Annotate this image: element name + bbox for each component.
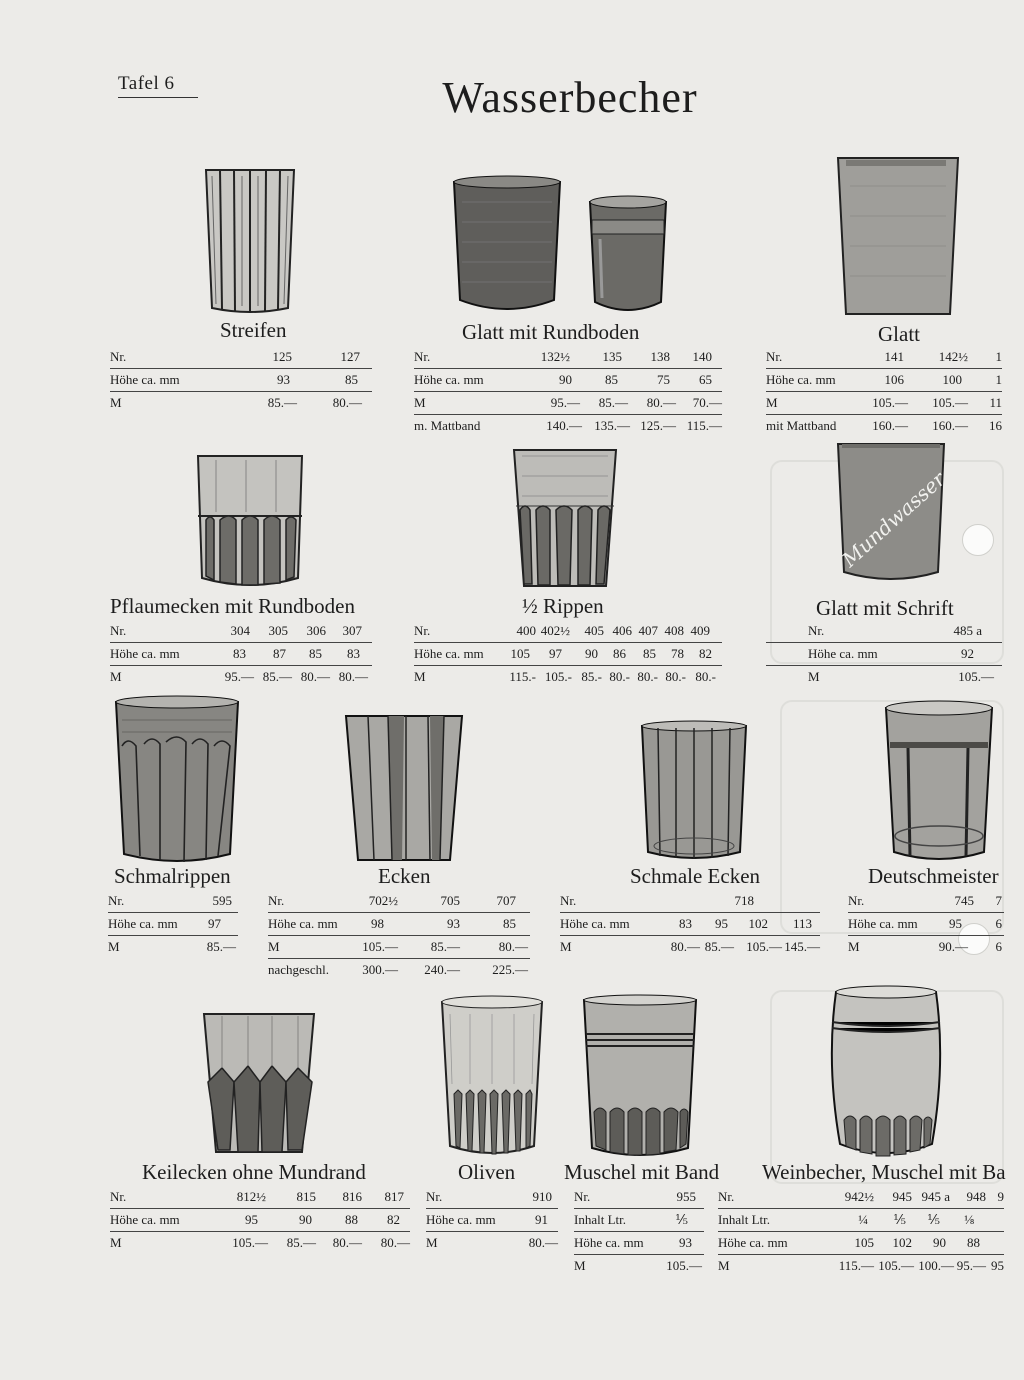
table-row: M 115.— 105.— 100.— 95.— 95: [718, 1258, 1004, 1273]
product-label-halbe-rippen: ½ Rippen: [522, 594, 604, 618]
table-row: Höhe ca. mm 105 97 90 86 85 78 82: [414, 643, 722, 666]
product-label-deutschmeister: Deutschmeister: [868, 864, 999, 888]
table-row: Höhe ca. mm 95 90 88 82: [110, 1209, 410, 1232]
table-row: Nr. 955: [574, 1186, 704, 1209]
table-row: Höhe ca. mm 105 102 90 88: [718, 1232, 1004, 1255]
table-row: M 105.— 85.— 80.— 80.—: [110, 1235, 410, 1250]
table-row: Nr. 812½ 815 816 817: [110, 1186, 410, 1209]
schmalrippen-glass-illustration: [114, 696, 240, 864]
weinbecher-glass-illustration: [828, 984, 944, 1160]
table-row: M 80.—: [426, 1235, 558, 1250]
deutschmeister-glass-illustration: [884, 700, 994, 864]
table-row: Höhe ca. mm 90 85 75 65: [414, 369, 722, 392]
halbe-rippen-glass-illustration: [512, 446, 618, 592]
streifen-glass-illustration: [204, 166, 296, 314]
price-table-glatt-mit-schrift: [766, 620, 1002, 688]
price-table-ecken: [268, 890, 530, 981]
glatt-rundboden-small-glass-illustration: [588, 194, 668, 316]
table-row: Nr. 910: [426, 1186, 558, 1209]
table-row: M 80.— 85.— 105.— 145.—: [560, 939, 820, 954]
price-table-glatt-rundboden: [414, 346, 722, 437]
table-row: Höhe ca. mm 92: [766, 643, 1002, 666]
table-row: nachgeschl. 300.— 240.— 225.—: [268, 962, 528, 977]
table-row: Nr. 718: [560, 890, 820, 913]
product-label-schmalrippen: Schmalrippen: [114, 864, 231, 888]
keilecken-glass-illustration: [202, 1012, 316, 1154]
table-row: M 105.— 85.— 80.—: [268, 936, 530, 959]
product-label-glatt-rundboden: Glatt mit Rundboden: [462, 320, 640, 344]
table-row: M 85.— 80.—: [110, 395, 362, 410]
table-row: Inhalt Ltr. ¼ ⅕ ⅕ ⅛: [718, 1209, 1004, 1232]
table-row: M 105.—: [574, 1258, 702, 1273]
ecken-glass-illustration: [344, 712, 464, 862]
table-row: M 95.— 85.— 80.— 80.—: [110, 669, 368, 684]
table-row: Höhe ca. mm 83 95 102 113: [560, 913, 820, 936]
price-table-deutschmeister: [848, 890, 1004, 958]
price-table-weinbecher: [718, 1186, 1004, 1277]
table-row: M 105.—: [808, 669, 994, 684]
mundwasser-script-text: Mundwasser: [837, 466, 950, 572]
glatt-mit-schrift-glass-illustration: [836, 440, 950, 584]
table-row: Nr. 745 7: [848, 890, 1004, 913]
table-row: M 90.— 6: [848, 939, 1002, 954]
product-label-ecken: Ecken: [378, 864, 431, 888]
table-row: M 85.—: [108, 939, 236, 954]
table-row: Nr. 141 142½ 1: [766, 346, 1002, 369]
oliven-glass-illustration: [440, 994, 544, 1156]
table-row: Nr. 400 402½ 405 406 407 408 409: [414, 620, 722, 643]
muschel-mit-band-glass-illustration: [582, 994, 698, 1158]
table-row: Nr. 125 127: [110, 346, 372, 369]
table-row: Nr. 595: [108, 890, 238, 913]
table-row: Nr. 485 a: [766, 620, 1002, 643]
product-label-muschel-mit-band: Muschel mit Band: [564, 1160, 720, 1184]
glatt-rundboden-large-glass-illustration: [452, 172, 562, 316]
product-label-pflaumecken: Pflaumecken mit Rundboden: [110, 594, 355, 618]
table-row: Nr. 702½ 705 707: [268, 890, 530, 913]
table-row: Höhe ca. mm 97: [108, 913, 238, 936]
table-row: Höhe ca. mm 93: [574, 1232, 704, 1255]
product-label-streifen: Streifen: [220, 318, 287, 342]
table-row: Höhe ca. mm 106 100 1: [766, 369, 1002, 392]
price-table-pflaumecken: [110, 620, 372, 688]
product-label-oliven: Oliven: [458, 1160, 516, 1184]
product-label-glatt: Glatt: [878, 322, 920, 346]
price-table-halbe-rippen: [414, 620, 722, 688]
product-label-glatt-mit-schrift: Glatt mit Schrift: [816, 596, 954, 620]
table-row: Höhe ca. mm 95 6: [848, 913, 1004, 936]
table-row: M 105.— 105.— 11: [766, 392, 1002, 415]
product-label-schmale-ecken: Schmale Ecken: [630, 864, 761, 888]
schmale-ecken-glass-illustration: [640, 720, 748, 860]
table-row: Nr. 132½ 135 138 140: [414, 346, 722, 369]
product-label-keilecken: Keilecken ohne Mundrand: [142, 1160, 366, 1184]
table-row: Nr. 304 305 306 307: [110, 620, 372, 643]
price-table-keilecken: [110, 1186, 410, 1254]
table-row: Nr. 942½ 945 945 a 948 9: [718, 1186, 1004, 1209]
punch-hole: [962, 524, 994, 556]
table-row: m. Mattband 140.— 135.— 125.— 115.—: [414, 418, 722, 433]
price-table-schmalrippen: [108, 890, 238, 958]
plate-number: Tafel 6: [118, 73, 198, 98]
table-row: Höhe ca. mm 91: [426, 1209, 558, 1232]
page-title: Wasserbecher: [442, 73, 698, 122]
price-table-muschel-mit-band: [574, 1186, 704, 1277]
price-table-glatt: [766, 346, 1002, 437]
table-row: Höhe ca. mm 98 93 85: [268, 913, 530, 936]
price-table-streifen: [110, 346, 372, 414]
price-table-schmale-ecken: [560, 890, 820, 958]
table-row: M 115.- 105.- 85.- 80.- 80.- 80.- 80.-: [414, 669, 716, 684]
table-row: M 95.— 85.— 80.— 70.—: [414, 392, 722, 415]
product-label-weinbecher: Weinbecher, Muschel mit Ba: [762, 1160, 1006, 1184]
pflaumecken-glass-illustration: [196, 452, 304, 590]
table-row: Höhe ca. mm 93 85: [110, 369, 372, 392]
price-table-oliven: [426, 1186, 558, 1254]
glatt-glass-illustration: [836, 156, 960, 320]
table-row: Höhe ca. mm 83 87 85 83: [110, 643, 372, 666]
table-row: Inhalt Ltr. ⅕: [574, 1209, 704, 1232]
table-row: mit Mattband 160.— 160.— 16: [766, 418, 1002, 433]
